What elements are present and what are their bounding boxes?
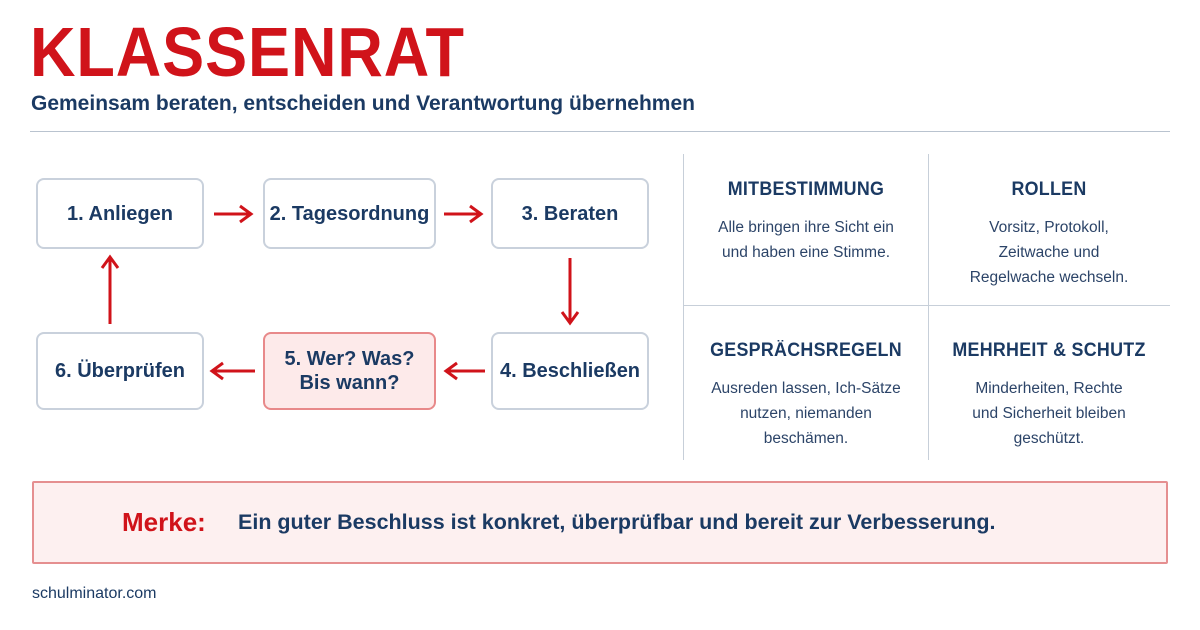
page-subtitle: Gemeinsam beraten, entscheiden und Verantwortung übernehmen [31, 92, 695, 115]
arrow-left-icon [207, 360, 257, 382]
grid-divider-horizontal [683, 305, 1170, 306]
merke-text: Ein guter Beschluss ist konkret, überprüfbar und bereit zur Verbesserung. [238, 510, 996, 534]
card-title: GESPRÄCHSREGELN [710, 340, 902, 361]
step-beraten [491, 178, 649, 249]
arrow-right-icon [442, 203, 486, 225]
card-text: Minderheiten, Rechte und Sicherheit bleiben geschützt. [972, 380, 1126, 447]
step-beschliessen [491, 332, 649, 410]
merke-label: Merke: [122, 507, 206, 537]
card-title: MITBESTIMMUNG [727, 179, 885, 200]
arrow-left-icon [441, 360, 487, 382]
card-rollen [931, 179, 1167, 290]
step-tagesordnung [263, 178, 436, 249]
merke-box [32, 481, 1168, 564]
step-label: 5. Wer? Was? Bis wann? [284, 348, 415, 394]
step-ueberpruefen [36, 332, 204, 410]
step-anliegen [36, 178, 204, 249]
arrow-down-icon [559, 256, 581, 328]
card-text: Alle bringen ihre Sicht ein und haben eine Stimme. [718, 219, 894, 261]
step-label: 2. Tagesordnung [269, 202, 430, 225]
page-title: KLASSENRAT [30, 13, 465, 91]
step-label: 6. Überprüfen [54, 360, 186, 382]
card-mehrheit-schutz [931, 340, 1167, 451]
step-label: 4. Beschließen [499, 360, 641, 382]
card-title: ROLLEN [1011, 179, 1087, 200]
step-label: 3. Beraten [521, 202, 619, 225]
step-wer-was-bis-wann [263, 332, 436, 410]
grid-divider-left [683, 154, 684, 460]
card-text: Ausreden lassen, Ich-Sätze nutzen, niemanden beschämen. [711, 380, 901, 447]
grid-divider-middle [928, 154, 929, 460]
card-mitbestimmung [686, 179, 926, 265]
arrow-right-icon [212, 203, 256, 225]
card-text: Vorsitz, Protokoll, Zeitwache und Regelwache wechseln. [969, 219, 1129, 286]
arrow-up-icon [99, 252, 121, 326]
card-title: MEHRHEIT & SCHUTZ [952, 340, 1146, 361]
footer-site: schulminator.com [32, 585, 157, 602]
header-divider [30, 131, 1170, 132]
step-label: 1. Anliegen [67, 202, 173, 225]
card-gespraechsregeln [686, 340, 926, 451]
